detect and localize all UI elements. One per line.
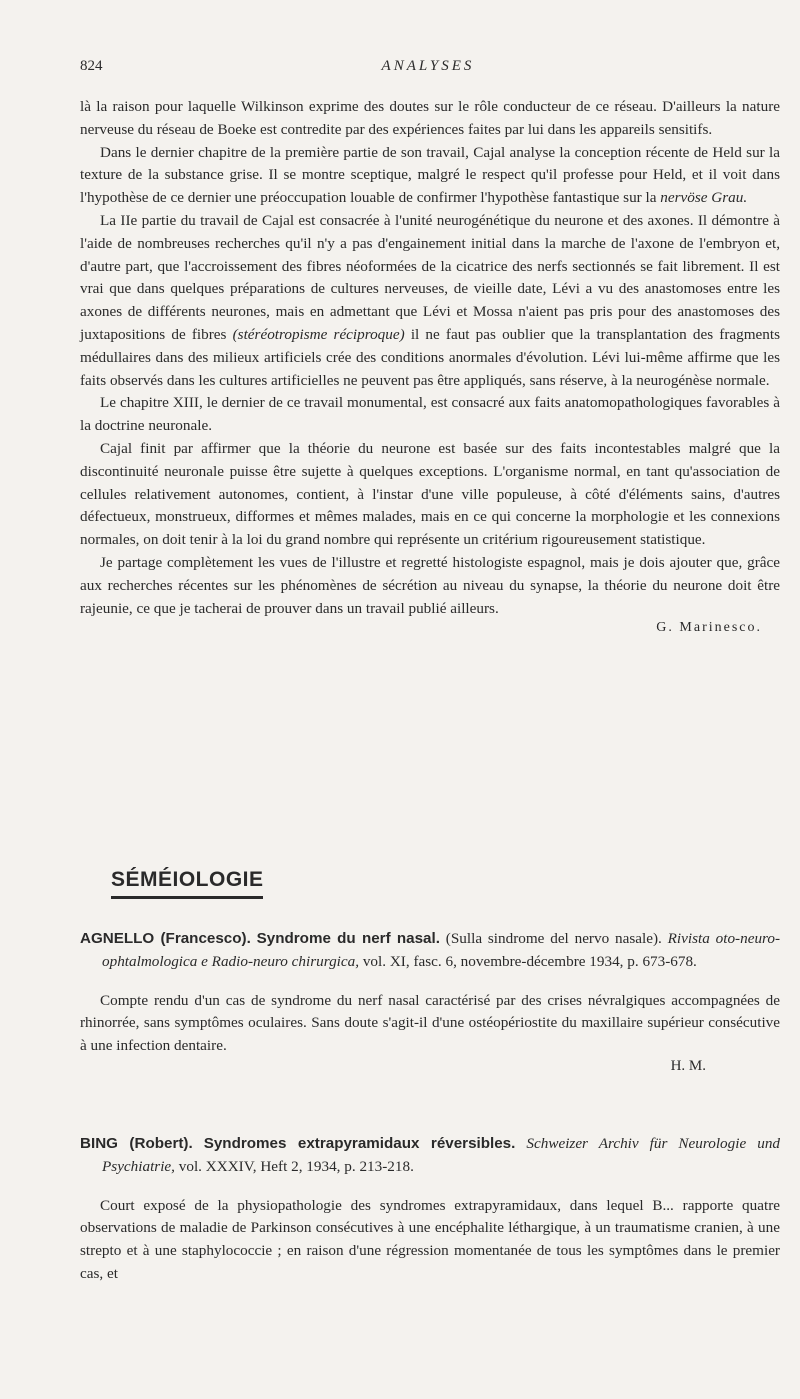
- entry-author: AGNELLO (Francesco).: [80, 930, 251, 947]
- section-rule: [111, 896, 263, 899]
- paragraph: Cajal finit par affirmer que la théorie du neurone est basée sur des faits incontestables malgré que la discontinuité neuronale puisse être sujette à quelques exceptions. L'organisme normal, en tant qu'association de cellules relativement autonomes, contient, à l'instar d'une ville populeuse, à côté d'éléments sains, d'autres défectueux, monstrueux, difformes et mêmes malades, mais en ce qui concerne la morphologie et les connexions normales, on doit tenir à la loi du grand nombre qui représente un critérium rigoureusement statistique.: [80, 439, 780, 549]
- paragraph: Dans le dernier chapitre de la première partie de son travail, Cajal analyse la conception récente de Held sur la texture de la substance grise. Il se montre sceptique, malgré le respect qu'il professe pour Held, et il voit dans l'hypothèse de ce dernier une préoccupation louable de confirmer l'hypothèse fantastique sur la nervöse Grau.: [80, 143, 780, 207]
- section-heading: [111, 868, 264, 899]
- italic-term: (stéréotropisme réciproque): [232, 325, 405, 343]
- section-title: SÉMÉIOLOGIE: [111, 868, 264, 891]
- entry-title: Syndrome du nerf nasal.: [256, 930, 440, 947]
- reviewer-initials: H. M.: [670, 1057, 706, 1074]
- entry-heading: [80, 1133, 780, 1179]
- entry-reference: vol. XI, fasc. 6, novembre-décembre 1934, p. 673-678.: [362, 952, 697, 970]
- entry-heading: [80, 928, 780, 974]
- entry-agnello: [80, 928, 780, 1075]
- paragraph: La IIe partie du travail de Cajal est consacrée à l'unité neurogénétique du neurone et des axones. Il démontre à l'aide de nombreuses recherches qu'il n'y a pas d'engainement initial dans la marche de l'axone de l'embryon et, d'autre part, que l'accroissement des fibres néoformées de la cicatrice des nerfs sectionnés se fait librement. Il est vrai que dans quelques préparations de cultures nerveuses, de vieille date, Lévi a vu des anastomoses entre les axones de différents neurones, mais en admettant que Lévi et Mossa n'aient pas pris pour des anastomoses des juxtapositions de fibres (stéréotropisme réciproque) il ne faut pas oublier que la transplantation des fragments médullaires dans des milieux artificiels crée des conditions anormales d'évolution. Lévi lui-même affirme que les faits observés dans les cultures artificielles ne peuvent pas être appliqués, sans réserve, à la neurogénèse normale.: [80, 211, 780, 389]
- entry-reference: vol. XXXIV, Heft 2, 1934, p. 213-218.: [178, 1157, 414, 1175]
- signature: G. Marinesco.: [656, 620, 762, 636]
- entry-bing: [80, 1133, 780, 1286]
- entry-journal: Schweizer Archiv für Neurologie und Psychiatrie,: [102, 1135, 781, 1175]
- page-number: 824: [80, 58, 103, 74]
- entry-abstract: Court exposé de la physiopathologie des syndromes extrapyramidaux, dans lequel B... rapporte quatre observations de maladie de Parkinson consécutives à une encéphalite léthargique, à un traumatisme cranien, à une strepto et à une staphylococcie ; en raison d'une régression momentanée de tous les symptômes dans le premier cas, et: [80, 1196, 780, 1282]
- entry-abstract: Compte rendu d'un cas de syndrome du nerf nasal caractérisé par des crises névralgiques accompagnées de rhinorrée, sans symptômes oculaires. Sans doute s'agit-il d'une ostéopériostite du maxillaire supérieur consécutive à une infection dentaire.: [80, 991, 780, 1055]
- entry-journal: Rivista oto-neuro-ophtalmologica e Radio-neuro chirurgica,: [102, 930, 781, 970]
- entry-title: Syndromes extrapyramidaux réversibles.: [203, 1135, 516, 1152]
- page-header: [80, 58, 776, 82]
- paragraph: Je partage complètement les vues de l'illustre et regretté histologiste espagnol, mais je dois ajouter que, grâce aux recherches récentes sur les phénomènes de sécrétion au niveau du synapse, la théorie du neurone doit être rajeunie, ce que je tacherai de prouver dans un travail publié ailleurs.: [80, 553, 780, 617]
- entry-author: BING (Robert).: [80, 1135, 193, 1152]
- italic-term: nervöse Grau.: [660, 189, 748, 207]
- review-continuation: [80, 96, 780, 636]
- paragraph: là la raison pour laquelle Wilkinson exprime des doutes sur le rôle conducteur de ce réseau. D'ailleurs la nature nerveuse du réseau de Boeke est contredite par des expériences faites par lui dans les appareils sensitifs.: [80, 98, 780, 138]
- running-title: ANALYSES: [381, 58, 475, 74]
- entry-original-title: (Sulla sindrome del nervo nasale).: [445, 930, 662, 947]
- paragraph: Le chapitre XIII, le dernier de ce travail monumental, est consacré aux faits anatomopathologiques favorables à la doctrine neuronale.: [80, 394, 780, 435]
